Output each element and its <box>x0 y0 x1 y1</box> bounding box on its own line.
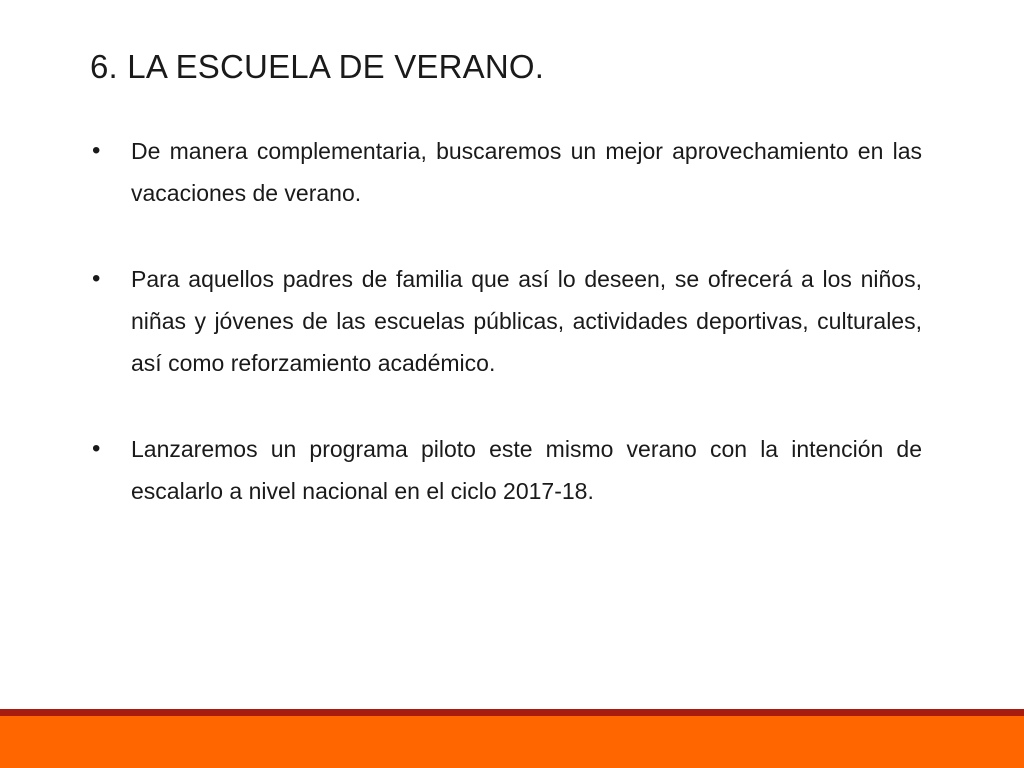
bullet-text: Para aquellos padres de familia que así lo deseen, se ofrecerá a los niños, niñas y jóvenes de las escuelas públicas, actividades deportivas, culturales, así como reforzamiento académico. <box>131 266 922 376</box>
slide-title: 6. LA ESCUELA DE VERANO. <box>90 48 545 85</box>
bullet-text: Lanzaremos un programa piloto este mismo verano con la intención de escalarlo a nivel nacional en el ciclo 2017-18. <box>131 436 922 504</box>
footer-bar <box>0 716 1024 768</box>
bullet-item <box>90 428 922 512</box>
bullet-marker: • <box>92 265 101 292</box>
bullet-item <box>90 130 922 214</box>
bullet-marker: • <box>92 137 101 164</box>
bullet-text: De manera complementaria, buscaremos un mejor aprovechamiento en las vacaciones de verano. <box>131 138 922 206</box>
bullet-item <box>90 258 922 384</box>
footer-accent-stripe <box>0 709 1024 716</box>
bullet-list <box>90 130 922 512</box>
bullet-marker: • <box>92 435 101 462</box>
